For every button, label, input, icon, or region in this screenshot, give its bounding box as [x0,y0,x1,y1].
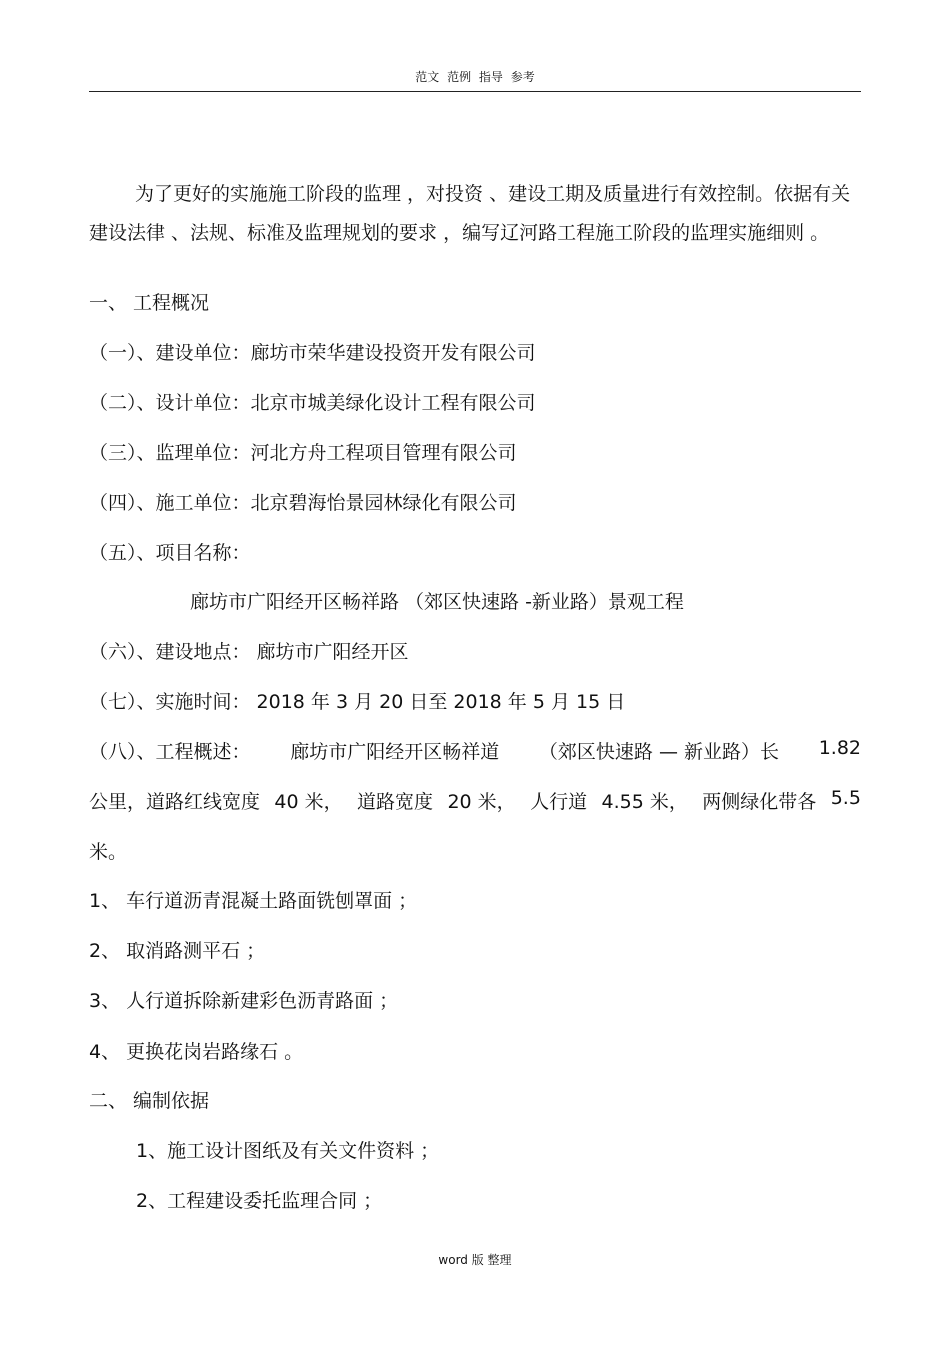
item-location: （六）、建设地点： 廊坊市广阳经开区 [89,641,409,663]
item-overview-line-3: 米。 [89,841,128,863]
overview-part: 廊坊市广阳经开区畅祥道 [290,741,500,763]
work-item: 3、 人行道拆除新建彩色沥青路面 ； [89,990,399,1012]
item-label: （四）、施工单位： [89,492,251,514]
overview-part: 4.55 米， [601,791,688,813]
intro-paragraph: 为了更好的实施施工阶段的监理 ，对投资 、建设工期及质量进行有效控制。依据有关建设法律 、法规、标准及监理规划的要求 ，编写辽河路工程施工阶段的监理实施细则 。 [89,183,851,244]
work-item: 4、 更换花岗岩路缘石 。 [89,1041,304,1063]
overview-part: 40 米， [274,791,343,813]
overview-part: 20 米， [447,791,516,813]
item-value: 廊坊市荣华建设投资开发有限公司 [250,342,536,364]
item-contractor-unit [89,488,517,515]
item-overview-line-2 [89,787,861,814]
section-1-heading: 一、 工程概况 [89,292,210,314]
overview-part: 道路宽度 [357,791,434,813]
overview-part: 5.5 [830,787,861,809]
item-value: 北京市城美绿化设计工程有限公司 [250,392,536,414]
overview-part: （八）、工程概述： [89,741,251,763]
item-project-name [89,538,251,565]
basis-item: 1、施工设计图纸及有关文件资料 ； [136,1140,440,1162]
section-2-heading: 二、 编制依据 [89,1090,210,1112]
item-supervision-unit [89,438,517,465]
header-rule [89,91,861,92]
item-schedule: （七）、实施时间： 2018 年 3 月 20 日至 2018 年 5 月 15 日 [89,691,626,713]
overview-part: 两侧绿化带各 [702,791,817,813]
basis-item: 2、工程建设委托监理合同 ； [136,1190,383,1212]
work-item: 1、 车行道沥青混凝土路面铣刨罩面 ； [89,890,418,912]
item-construction-unit [89,338,536,365]
item-label: （五）、项目名称： [89,542,251,564]
overview-part: 1.82 [818,737,861,759]
item-value: 河北方舟工程项目管理有限公司 [250,442,517,464]
item-label: （二）、设计单位： [89,392,251,414]
item-overview-line-1 [89,737,861,764]
project-name-value: 廊坊市广阳经开区畅祥路 （郊区快速路 -新业路）景观工程 [190,591,684,613]
item-value: 北京碧海怡景园林绿化有限公司 [250,492,517,514]
page-footer: word 版 整理 [438,1253,512,1267]
overview-part: 人行道 [530,791,588,813]
page-header: 范文 范例 指导 参考 [415,70,535,84]
overview-part: （郊区快速路 — 新业路）长 [538,741,779,763]
work-item: 2、 取消路测平石 ； [89,940,266,962]
item-design-unit [89,388,536,415]
item-label: （三）、监理单位： [89,442,251,464]
item-label: （一）、建设单位： [89,342,251,364]
overview-part: 公里，道路红线宽度 [89,791,261,813]
